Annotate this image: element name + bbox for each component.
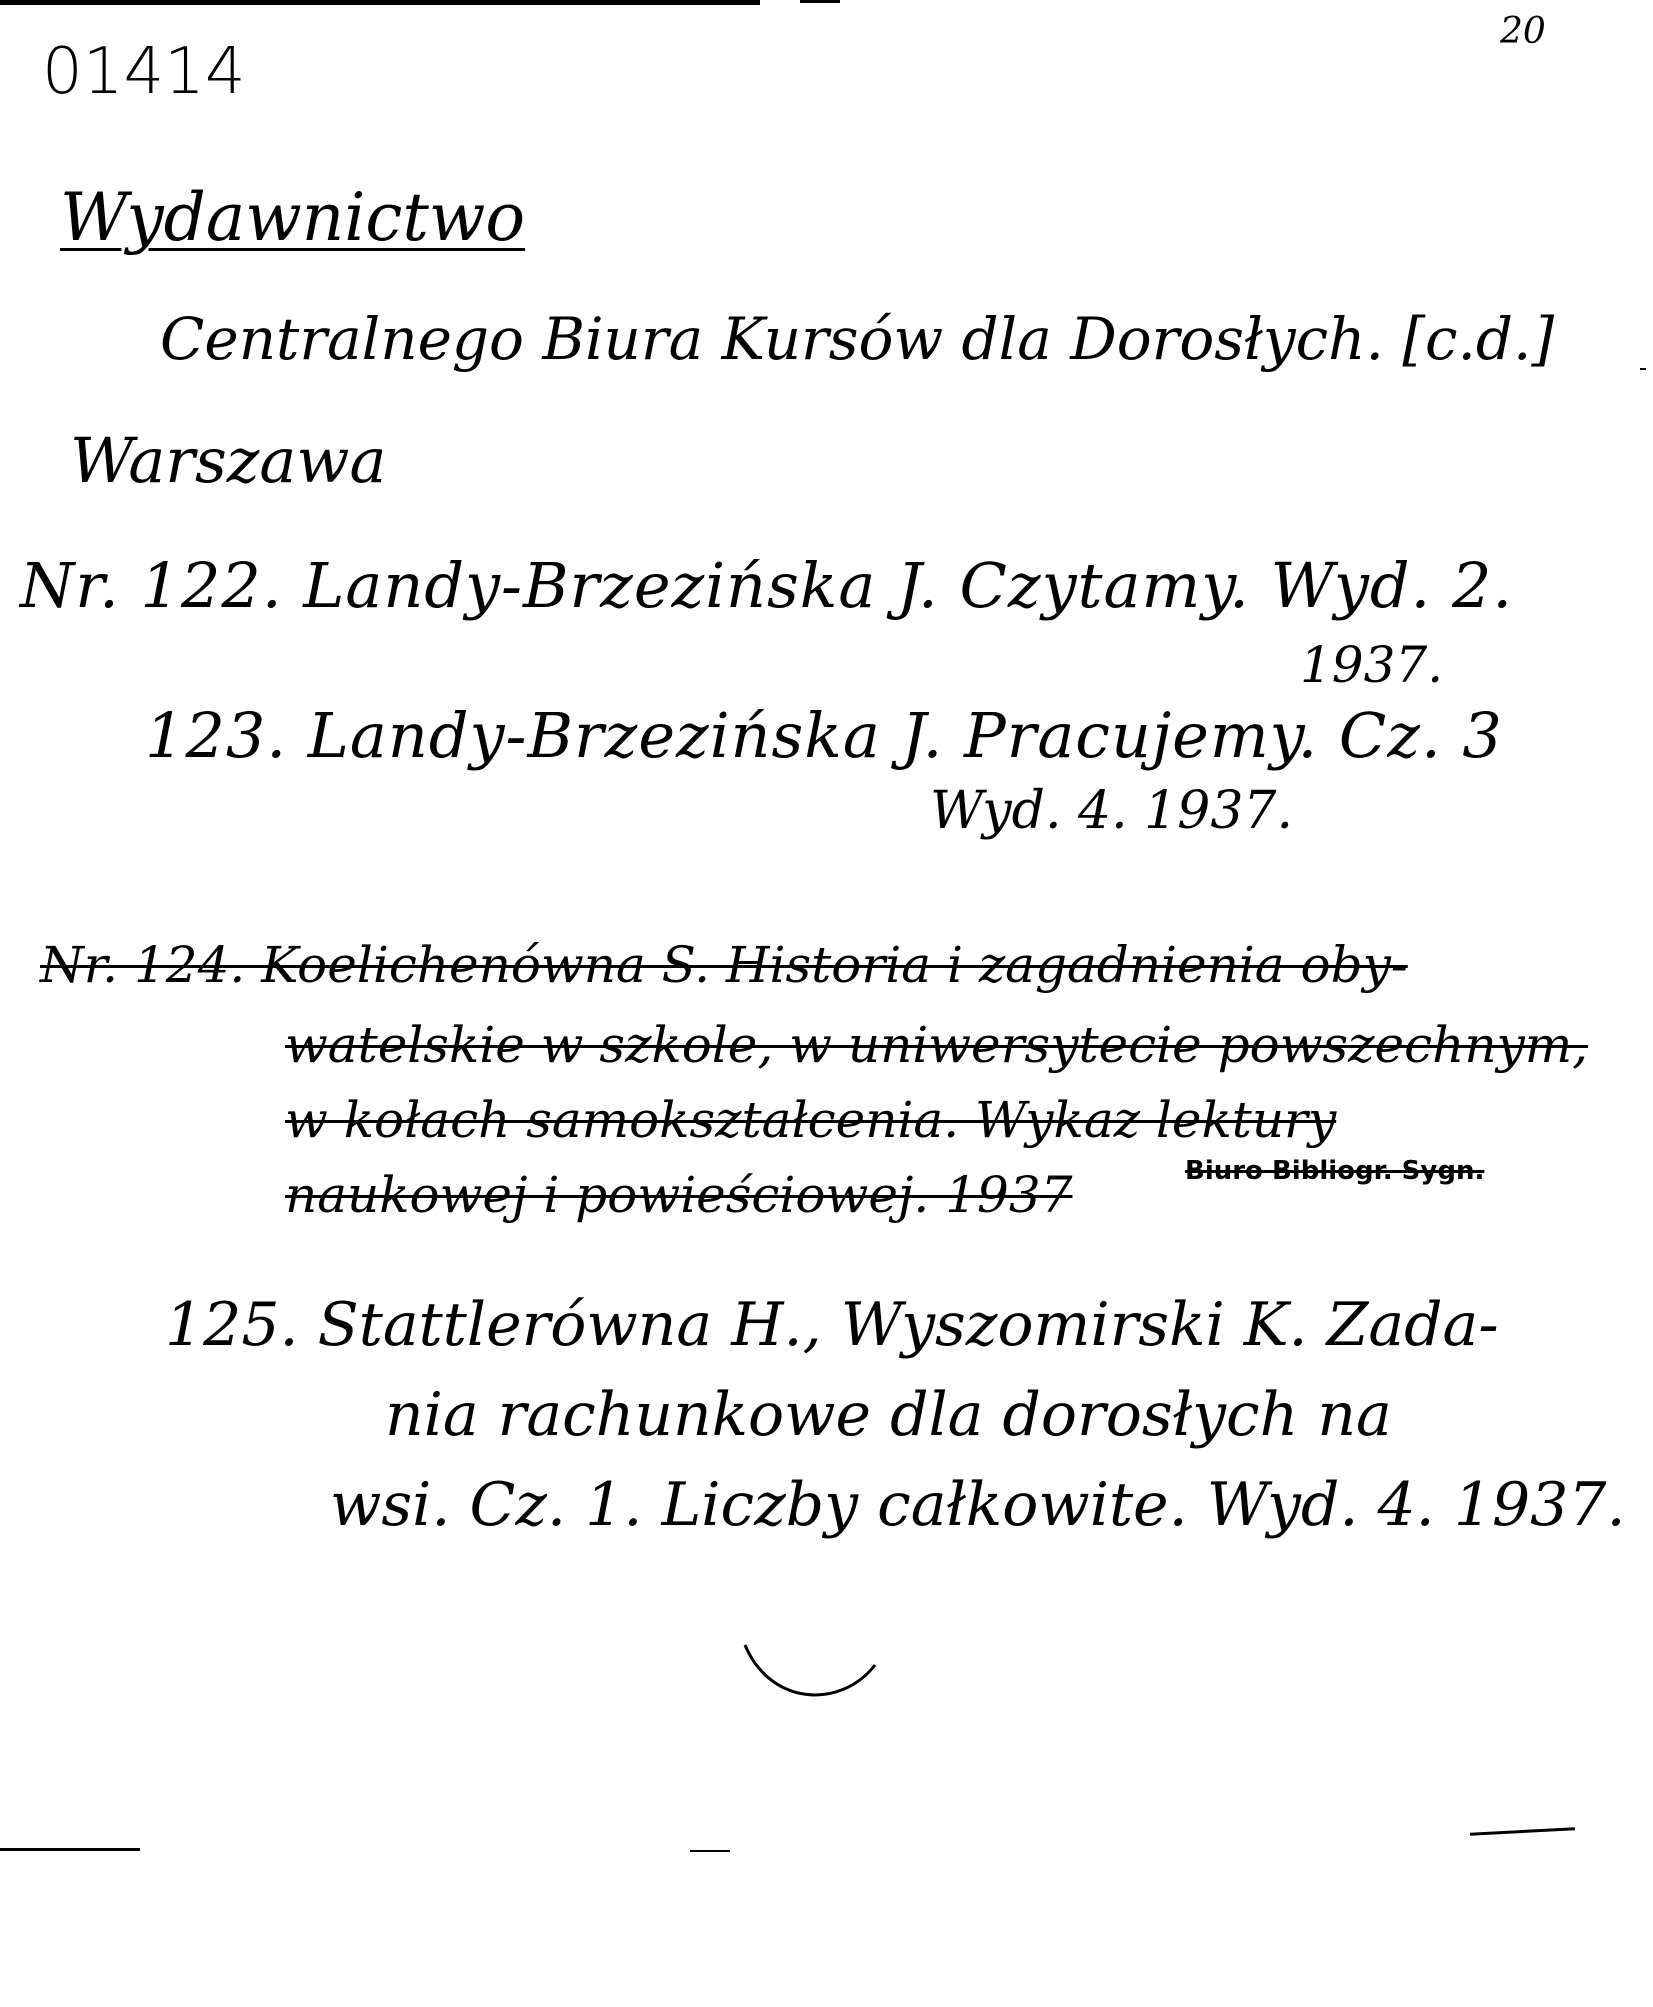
entry-125-line-2: nia rachunkowe dla dorosłych na [385, 1380, 1392, 1450]
entry-124-stamp: Biuro Bibliogr. Sygn. [1185, 1156, 1485, 1186]
entry-125-line-1: 125. Stattlerówna H., Wyszomirski K. Zada- [165, 1290, 1499, 1360]
right-edge-tick [1640, 368, 1646, 370]
entry-124-line-1: Nr. 124. Koelichenówna S. Historia i zagadnienia oby- [40, 936, 1408, 994]
entry-125-line-3: wsi. Cz. 1. Liczby całkowite. Wyd. 4. 1937. [330, 1470, 1626, 1540]
bottom-right-line [1470, 1827, 1575, 1835]
top-edge-line [0, 0, 760, 5]
entry-123-line-1: 123. Landy-Brzezińska J. Pracujemy. Cz. 3 [145, 699, 1503, 772]
entry-122-line-1: Nr. 122. Landy-Brzezińska J. Czytamy. Wyd. 2. [20, 549, 1514, 622]
entry-123-line-2: Wyd. 4. 1937. [930, 781, 1294, 841]
top-edge-mark [800, 0, 840, 3]
publisher-name: Centralnego Biura Kursów dla Dorosłych. [c.d.] [160, 305, 1555, 373]
closing-curve-mark [740, 1640, 880, 1720]
publisher-heading: Wydawnictwo [60, 179, 526, 256]
bottom-left-line [0, 1848, 140, 1851]
entry-124-line-2: watelskie w szkole, w uniwersytecie powszechnym, [285, 1016, 1589, 1074]
page-number: 20 [1500, 11, 1546, 52]
entry-124-line-4: naukowej i powieściowej. 1937 [285, 1166, 1073, 1224]
bottom-center-line [690, 1850, 730, 1852]
entry-124-line-3: w kołach samokształcenia. Wykaz lektury [285, 1091, 1337, 1149]
publisher-city: Warszawa [70, 424, 387, 497]
entry-122-line-2: 1937. [1300, 636, 1444, 694]
card-id: 01414 [42, 35, 246, 109]
